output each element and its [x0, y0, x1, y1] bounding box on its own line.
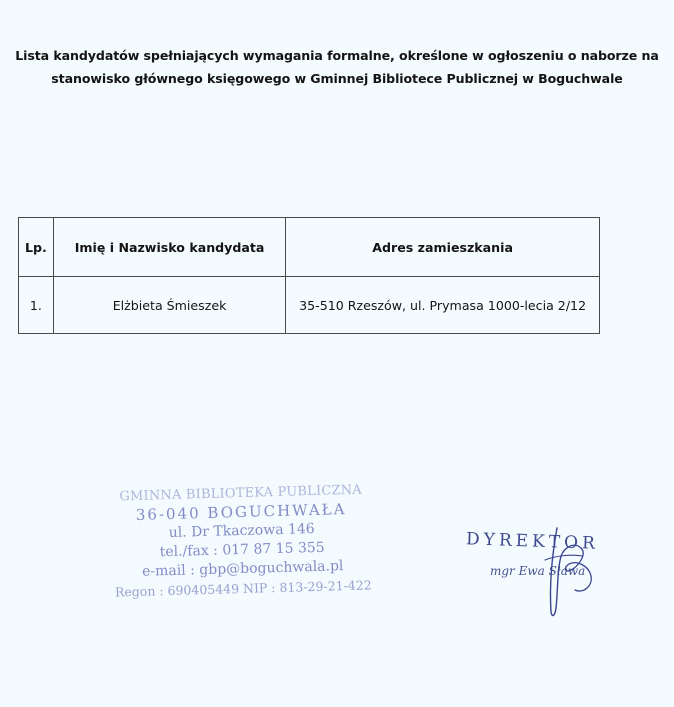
stamp-line-city: 36-040 BOGUCHWAŁA: [135, 500, 347, 524]
cell-address: 35-510 Rzeszów, ul. Prymasa 1000-lecia 2/12: [286, 277, 600, 334]
stamp-line-phone: tel./fax : 017 87 15 355: [159, 539, 325, 561]
table-header-row: [19, 218, 600, 277]
column-header-address: Adres zamieszkania: [286, 218, 600, 277]
cell-lp: 1.: [19, 277, 54, 334]
document-title: [0, 44, 674, 90]
stamp-line-institution: GMINNA BIBLIOTEKA PUBLICZNA: [119, 482, 363, 505]
library-stamp: [90, 480, 393, 602]
stamp-line-regon-nip: Regon : 690405449 NIP : 813-29-21-422: [114, 577, 372, 600]
document-title-line-2: stanowisko głównego księgowego w Gminnej Bibliotece Publicznej w Boguchwale: [51, 71, 623, 86]
stamp-line-email: e-mail : gbp@boguchwala.pl: [141, 558, 344, 580]
column-header-name: Imię i Nazwisko kandydata: [53, 218, 285, 277]
director-title: DYREKTOR: [465, 529, 600, 554]
column-header-lp: Lp.: [19, 218, 54, 277]
handwritten-signature: [535, 520, 605, 620]
candidates-table: [18, 217, 600, 334]
table-row: [19, 277, 600, 334]
director-name: mgr Ewa Sława: [490, 564, 586, 578]
document-title-line-1: Lista kandydatów spełniających wymagania formalne, określone w ogłoszeniu o naborze na: [15, 48, 659, 63]
stamp-line-street: ul. Dr Tkaczowa 146: [168, 520, 315, 542]
cell-name: Elżbieta Śmieszek: [53, 277, 285, 334]
